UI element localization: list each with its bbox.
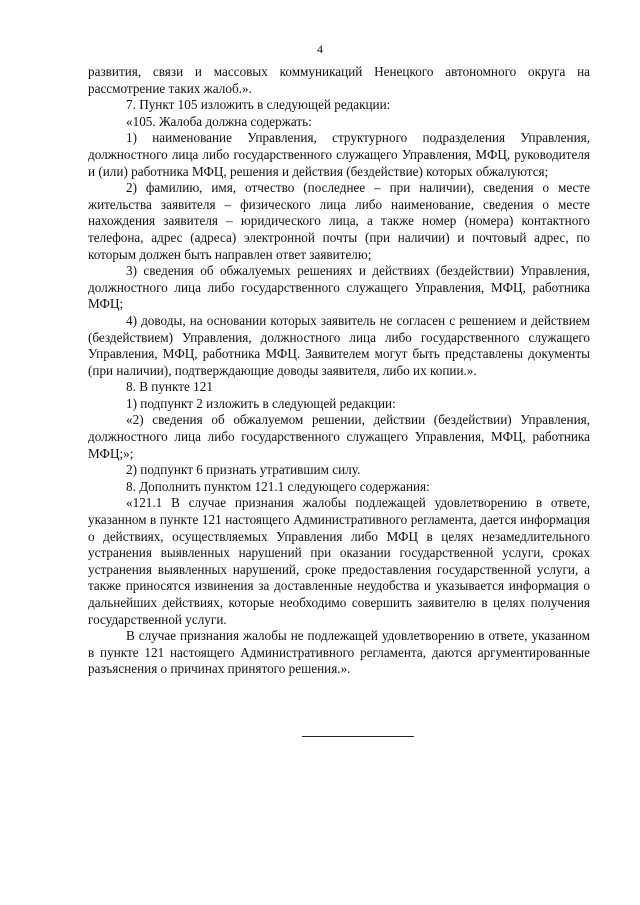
paragraph: В случае признания жалобы не подлежащей удовлетворению в ответе, указанном в пункте 121 настоящего Административного регламента, даются аргументированные разъяснения о причинах принятого решения.». [88,628,590,677]
paragraph: «121.1 В случае признания жалобы подлежащей удовлетворению в ответе, указанном в пункте 121 настоящего Административного регламента, дается информация о действиях, осуществляемых Управления либо МФЦ в целях незамедлительного устранения выявленных нарушений при оказании государственной услуги, сроках устранения выявленных нарушений, сроке предоставления государственной услуги, а также приносятся извинения за доставленные неудобства и указывается информация о дальнейших действиях, которые необходимо совершить заявителю в целях получения государственной услуги. [88,495,590,627]
paragraph: «105. Жалоба должна содержать: [126,113,312,129]
page-number: 4 [317,42,323,56]
paragraph: развития, связи и массовых коммуникаций Ненецкого автономного округа на рассмотрение таких жалоб.». [88,64,590,96]
paragraph: 3) сведения об обжалуемых решениях и действиях (бездействии) Управления, должностного лица либо государственного служащего Управления, МФЦ, работника МФЦ; [88,263,590,312]
paragraph: 2) фамилию, имя, отчество (последнее – при наличии), сведения о месте жительства заявителя – физического лица либо наименование, сведения о месте нахождения заявителя – юридического лица, а также номер (номера) контактного телефона, адрес (адреса) электронной почты (при наличии) и почтовый адрес, по которым должен быть направлен ответ заявителю; [88,180,590,262]
paragraph: 8. В пункте 121 [126,379,213,395]
paragraph: 4) доводы, на основании которых заявитель не согласен с решением и действием (бездействием) Управления, должностного лица либо государственного служащего Управления, МФЦ, работника МФЦ. Заявителем могут быть представлены документы (при наличии), подтверждающие доводы заявителя, либо их копии.». [88,312,590,378]
closing-divider [302,736,414,737]
paragraph: 7. Пункт 105 изложить в следующей редакции: [126,97,391,113]
paragraph: 1) подпункт 2 изложить в следующей редакции: [126,395,396,411]
document-body [88,64,590,678]
paragraph: 8. Дополнить пунктом 121.1 следующего содержания: [126,478,430,494]
paragraph: 1) наименование Управления, структурного подразделения Управления, должностного лица либо государственного служащего Управления, МФЦ, руководителя и (или) работника МФЦ, решения и действия (бездействие) которых обжалуются; [88,130,590,179]
paragraph: 2) подпункт 6 признать утратившим силу. [126,462,361,478]
paragraph: «2) сведения об обжалуемом решении, действии (бездействии) Управления, должностного лица либо государственного служащего Управления, МФЦ, работника МФЦ;»; [88,412,590,461]
